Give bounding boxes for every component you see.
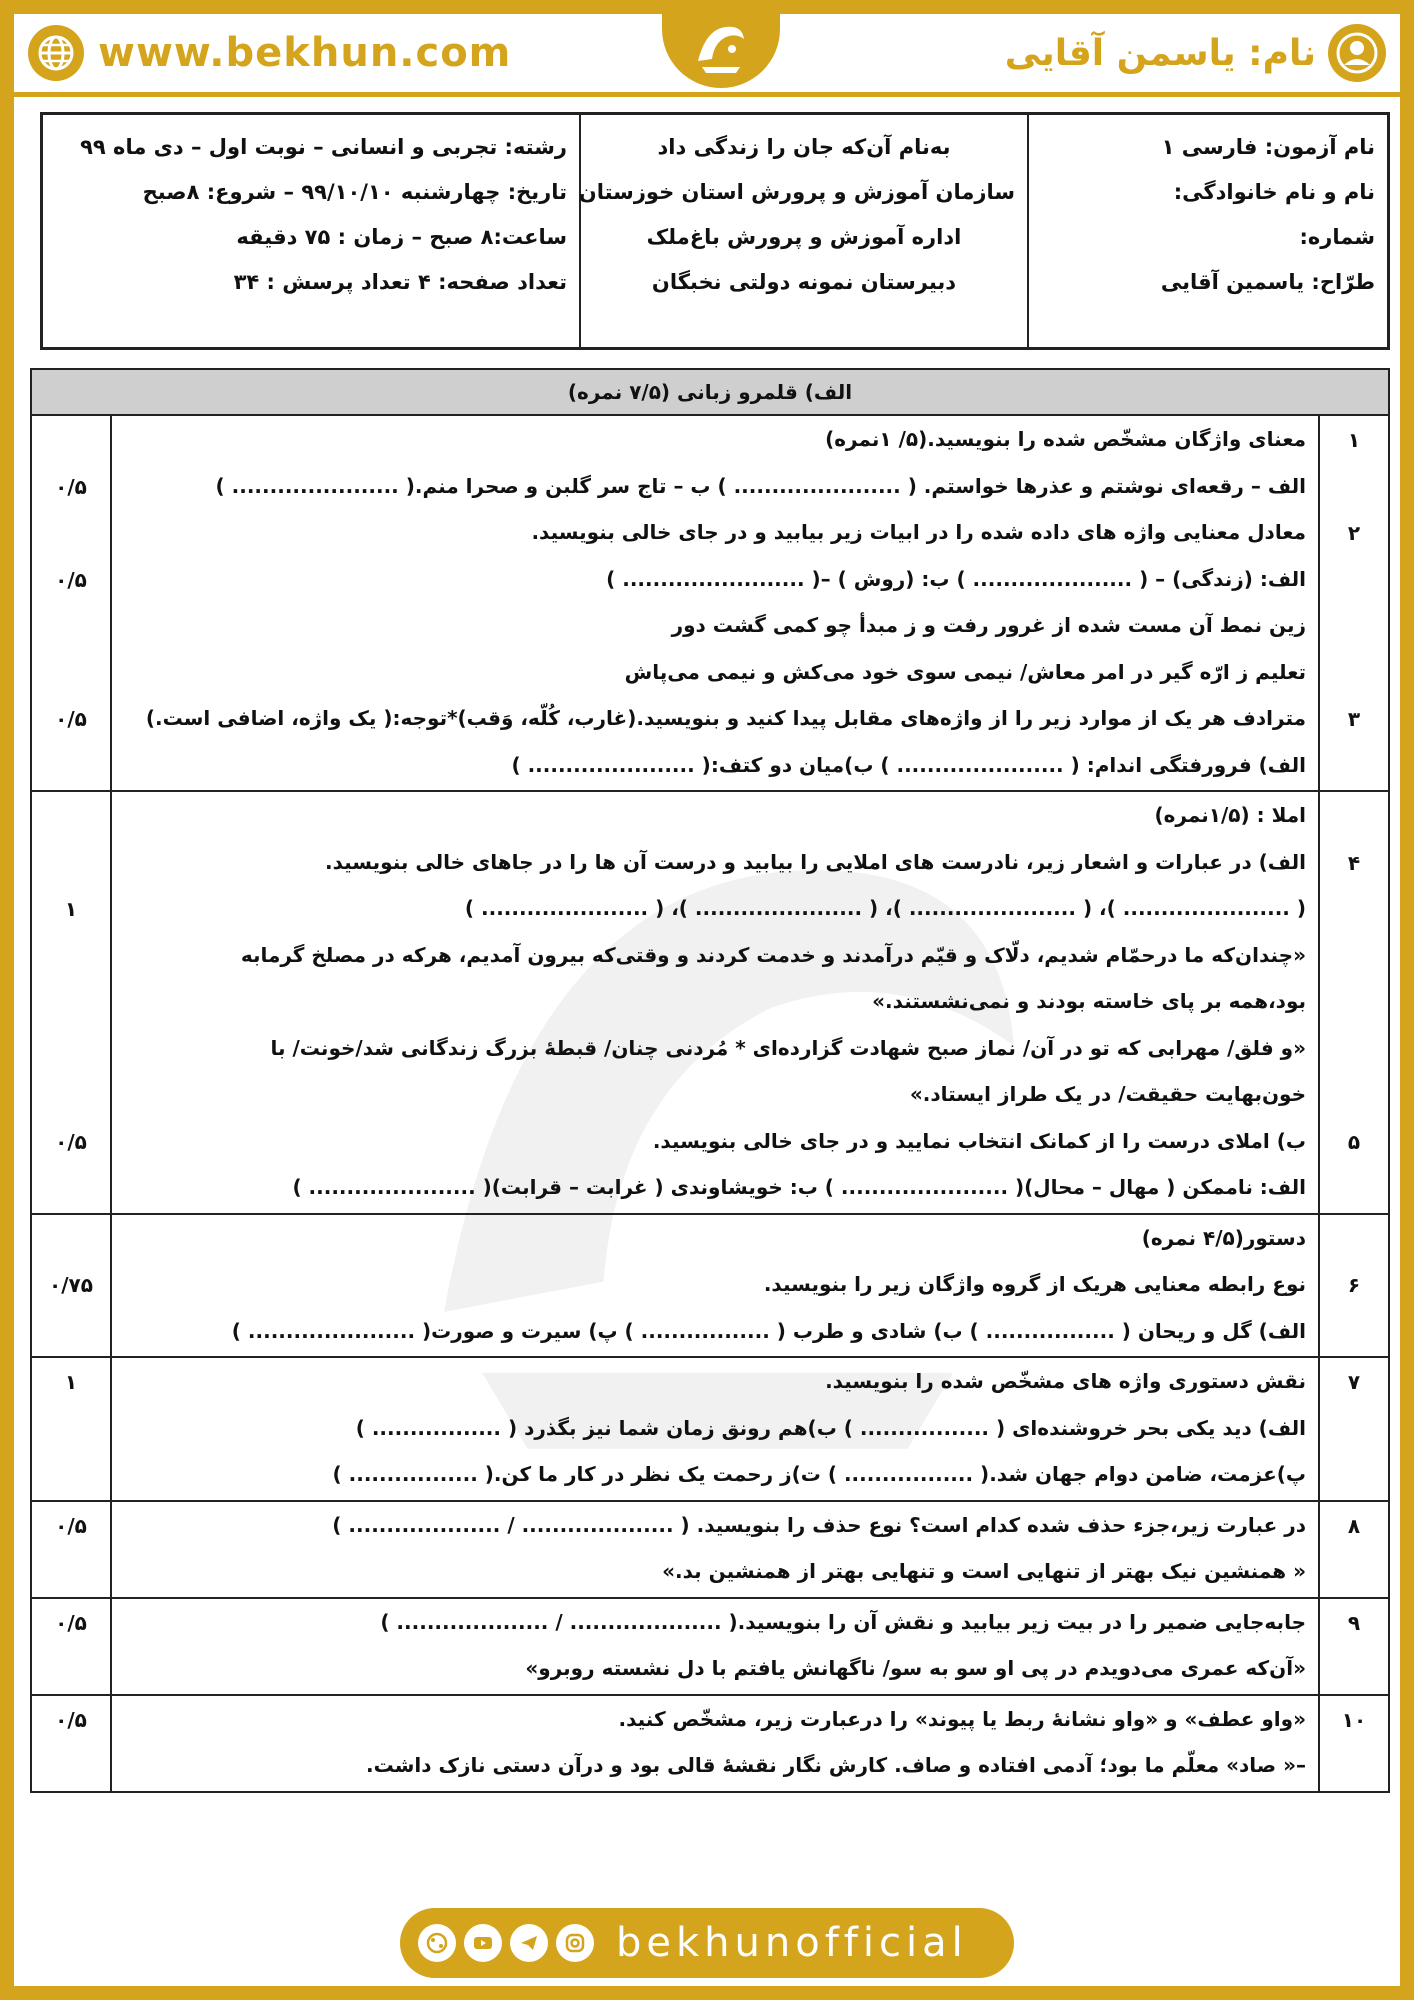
- question-number: ۹: [1347, 1610, 1361, 1635]
- question-text-cell: [111, 1357, 1319, 1501]
- header-line: ساعت:۸ صبح – زمان : ۷۵ دقیقه: [236, 225, 567, 249]
- score-cell: [31, 1695, 111, 1792]
- score-cell: [31, 791, 111, 1214]
- question-line: تعلیم ز ارّه گیر در امر معاش/ نیمی سوی خود می‌کش و نیمی می‌پاش: [624, 659, 1306, 684]
- question-score: ۰/۷۵: [49, 1273, 93, 1297]
- question-score: [33, 1549, 109, 1596]
- score-cell: [31, 1214, 111, 1358]
- question-block: [31, 415, 1389, 791]
- question-score: ۰/۵: [55, 1129, 87, 1154]
- question-score: [33, 510, 109, 557]
- question-text-cell: [111, 791, 1319, 1214]
- question-number: [1321, 1452, 1387, 1499]
- header-line: دبیرستان نمونه دولتی نخبگان: [651, 270, 957, 294]
- question-number: [1321, 1216, 1387, 1263]
- question-score: [33, 417, 109, 464]
- score-cell: [31, 415, 111, 791]
- section-title: الف) قلمرو زبانی (۷/۵ نمره): [31, 369, 1389, 415]
- exam-info-column: [1027, 115, 1387, 347]
- exam-header: [40, 112, 1390, 350]
- question-line: مترادف هر یک از موارد زیر را از واژه‌های مقابل پیدا کنید و بنویسید.(غارب، کُلّه، وَقب)*توجه:( یک واژه، اضافی است.): [145, 706, 1306, 730]
- question-score: [33, 1406, 109, 1453]
- score-cell: [31, 1357, 111, 1501]
- question-block: [31, 1214, 1389, 1358]
- question-number: [1321, 557, 1387, 604]
- question-score: [33, 743, 109, 790]
- question-text-cell: [111, 1695, 1319, 1792]
- question-line: جابه‌جایی ضمیر را در بیت زیر بیابید و نقش آن را بنویسید.( .................... / .................... ): [380, 1609, 1306, 1634]
- user-icon: [1328, 24, 1386, 82]
- youtube-icon[interactable]: [464, 1924, 502, 1962]
- header-line: شماره:: [1299, 225, 1375, 249]
- question-block: [31, 791, 1389, 1214]
- score-cell: [31, 1501, 111, 1598]
- question-number: ۱: [1347, 428, 1361, 452]
- question-line: «چندان‌که ما درحمّام شدیم، دلّاک و قیّم درآمدند و خدمت کردند و وقتی‌که بیرون آمدیم، هرکه در مصلخ گرمابه: [240, 942, 1306, 967]
- question-number-cell: [1319, 1501, 1389, 1598]
- question-text-cell: [111, 1501, 1319, 1598]
- question-line: در عبارت زیر،جزء حذف شده کدام است؟ نوع حذف را بنویسید. ( .................... / .................... ): [332, 1512, 1306, 1537]
- question-score: ۰/۵: [55, 474, 87, 499]
- question-number: ۱۰: [1341, 1707, 1367, 1732]
- question-score: [33, 1309, 109, 1356]
- question-line: ب) املای درست را از کمانک انتخاب نمایید و در جای خالی بنویسید.: [652, 1128, 1306, 1153]
- header-line: سازمان آموزش و پرورش استان خوزستان: [578, 180, 1015, 204]
- exam-details-column: [43, 115, 579, 347]
- question-line: الف) در عبارات و اشعار زیر، نادرست های املایی را بیابید و درست آن ها را در جاهای خالی بنویسید.: [324, 849, 1306, 874]
- social-footer: [400, 1908, 1014, 1978]
- question-number: [1321, 743, 1387, 790]
- question-score: [33, 1026, 109, 1073]
- question-number: ۸: [1347, 1513, 1361, 1538]
- header-line: اداره آموزش و پرورش باغ‌ملک: [646, 225, 962, 249]
- question-score: ۰/۵: [55, 1707, 87, 1732]
- question-line: «واو عطف» و «واو نشانهٔ ربط یا پیوند» را درعبارت زیر، مشخّص کنید.: [618, 1706, 1306, 1731]
- question-number: [1321, 793, 1387, 840]
- question-line: معادل معنایی واژه های داده شده را در ابیات زیر بیابید و در جای خالی بنویسید.: [531, 520, 1306, 544]
- question-line: الف: ناممکن ( مهال – محال)( ...................... ) ب: خویشاوندی ( غرابت – قرابت)( ...................... ): [292, 1175, 1306, 1199]
- question-number: [1321, 1165, 1387, 1212]
- question-score: [33, 1743, 109, 1790]
- question-score: [33, 933, 109, 980]
- bekhun-logo: [662, 12, 780, 88]
- question-block: [31, 1598, 1389, 1695]
- question-line: املا : (۱/۵نمره): [1154, 803, 1306, 827]
- student-name: نام: یاسمن آقایی: [1004, 32, 1316, 74]
- question-line: الف) دید یکی بحر خروشنده‌ای ( ................. ) ب)هم رونق زمان شما نیز بگذرد ( ................. ): [355, 1415, 1306, 1440]
- question-block: [31, 1501, 1389, 1598]
- question-text-cell: [111, 415, 1319, 791]
- question-number: ۲: [1347, 521, 1361, 545]
- question-number: [1321, 1072, 1387, 1119]
- question-score: [33, 1452, 109, 1499]
- question-number: [1321, 933, 1387, 980]
- score-cell: [31, 1598, 111, 1695]
- aparat-icon[interactable]: [418, 1924, 456, 1962]
- question-number: ۷: [1347, 1370, 1361, 1394]
- question-score: [33, 603, 109, 650]
- question-score: ۱: [64, 1370, 78, 1394]
- question-number: [1321, 1549, 1387, 1596]
- question-number: ۴: [1347, 850, 1361, 875]
- question-number: [1321, 886, 1387, 933]
- question-number: [1321, 1026, 1387, 1073]
- question-number: [1321, 650, 1387, 697]
- question-line: خون‌بهایت حقیقت/ در یک طراز ایستاد.»: [909, 1082, 1306, 1106]
- question-line: نقش دستوری واژه های مشخّص شده را بنویسید.: [825, 1369, 1306, 1393]
- question-line: « همنشین نیک بهتر از تنهایی است و تنهایی بهتر از همنشین بد.»: [662, 1559, 1306, 1583]
- question-text-cell: [111, 1214, 1319, 1358]
- question-line: نوع رابطه معنایی هریک از گروه واژگان زیر را بنویسید.: [763, 1272, 1306, 1296]
- question-score: ۱: [64, 897, 78, 921]
- question-score: ۰/۵: [55, 567, 87, 592]
- question-line: الف) گل و ریحان ( ................. ) ب) شادی و طرب ( ................. ) پ) سیرت و صورت( ...................... ): [231, 1318, 1306, 1343]
- header-line: نام و نام خانوادگی:: [1173, 180, 1375, 204]
- question-number: [1321, 1406, 1387, 1453]
- question-number: [1321, 464, 1387, 511]
- section-header-row: [31, 369, 1389, 415]
- question-line: –« صاد» معلّم ما بود؛ آدمی افتاده و صاف. کارش نگار نقشهٔ قالی بود و درآن دستی نازک داشت.: [365, 1753, 1306, 1777]
- question-line: الف – رقعه‌ای نوشتم و عذرها خواستم. ( ...................... ) ب – تاج سر گلبن و صحرا منم.( ...................... ): [215, 473, 1306, 498]
- header-line: طرّاح: یاسمین آقایی: [1160, 270, 1375, 294]
- question-score: ۰/۵: [55, 1513, 87, 1538]
- question-line: «و فلق/ مهرابی که تو در آن/ نماز صبح شهادت گزارده‌ای * مُردنی چنان/ قبطهٔ بزرگ زندگانی شد/خونت/ با: [270, 1035, 1306, 1060]
- question-line: معنای واژگان مشخّص شده را بنویسید.(۵/ ۱نمره): [825, 427, 1306, 451]
- question-score: ۰/۵: [55, 1610, 87, 1635]
- questions-table: [30, 368, 1390, 1793]
- question-score: ۰/۵: [55, 707, 87, 731]
- question-score: [33, 650, 109, 697]
- header-line: تاریخ: چهارشنبه ۹۹/۱۰/۱۰ – شروع: ۸صبح: [142, 180, 567, 204]
- question-number-cell: [1319, 415, 1389, 791]
- question-score: [33, 1216, 109, 1263]
- question-line: دستور(۴/۵ نمره): [1141, 1225, 1306, 1250]
- header-line: نام آزمون: فارسی ۱: [1161, 135, 1375, 159]
- question-score: [33, 979, 109, 1026]
- question-score: [33, 1165, 109, 1212]
- question-score: [33, 1072, 109, 1119]
- question-score: [33, 1646, 109, 1693]
- question-number: [1321, 1646, 1387, 1693]
- question-score: [33, 840, 109, 887]
- question-number: [1321, 979, 1387, 1026]
- website-badge[interactable]: [28, 24, 511, 82]
- organization-column: [579, 115, 1027, 347]
- telegram-icon[interactable]: [510, 1924, 548, 1962]
- question-number: ۶: [1347, 1273, 1361, 1297]
- question-number: ۵: [1347, 1129, 1361, 1154]
- question-text-cell: [111, 1598, 1319, 1695]
- question-number: [1321, 1743, 1387, 1790]
- question-line: ( ...................... )، ( ...................... )، ( ...................... )، ( ...................... ): [464, 896, 1306, 920]
- header-line: به‌نام آن‌که جان را زندگی داد: [657, 135, 951, 159]
- website-url[interactable]: www.bekhun.com: [98, 30, 512, 76]
- question-block: [31, 1357, 1389, 1501]
- question-line: زین نمط آن مست شده از غرور رفت و ز مبدأ چو کمی گشت دور: [671, 613, 1306, 637]
- question-number-cell: [1319, 1598, 1389, 1695]
- question-number-cell: [1319, 791, 1389, 1214]
- question-line: پ)عزمت، ضامن دوام جهان شد.( ................. ) ت)ز رحمت یک نظر در کار ما کن.( ................. ): [332, 1462, 1306, 1486]
- globe-icon: [28, 25, 84, 81]
- question-line: بود،همه بر پای خاسته بودند و نمی‌نشستند.»: [872, 989, 1306, 1013]
- question-number: [1321, 1309, 1387, 1356]
- social-handle[interactable]: bekhunofficial: [616, 1920, 968, 1966]
- top-banner: [14, 14, 1400, 97]
- student-badge: [1005, 24, 1386, 82]
- question-number: ۳: [1347, 707, 1361, 731]
- question-number-cell: [1319, 1357, 1389, 1501]
- header-line: رشته: تجربی و انسانی – نوبت اول – دی ماه ۹۹: [80, 135, 567, 159]
- header-line: تعداد صفحه: ۴ تعداد پرسش : ۳۴: [233, 270, 567, 294]
- question-number-cell: [1319, 1695, 1389, 1792]
- question-line: الف: (زندگی) – ( ..................... ) ب: (روش ) –( ........................ ): [606, 566, 1306, 591]
- question-block: [31, 1695, 1389, 1792]
- question-score: [33, 793, 109, 840]
- instagram-icon[interactable]: [556, 1924, 594, 1962]
- question-line: «آن‌که عمری می‌دویدم در پی او سو به سو/ ناگهانش یافتم با دل نشسته روبرو»: [525, 1656, 1306, 1680]
- question-line: الف) فرورفتگی اندام: ( ...................... ) ب)میان دو کتف:( ...................... ): [511, 752, 1306, 777]
- question-number-cell: [1319, 1214, 1389, 1358]
- question-number: [1321, 603, 1387, 650]
